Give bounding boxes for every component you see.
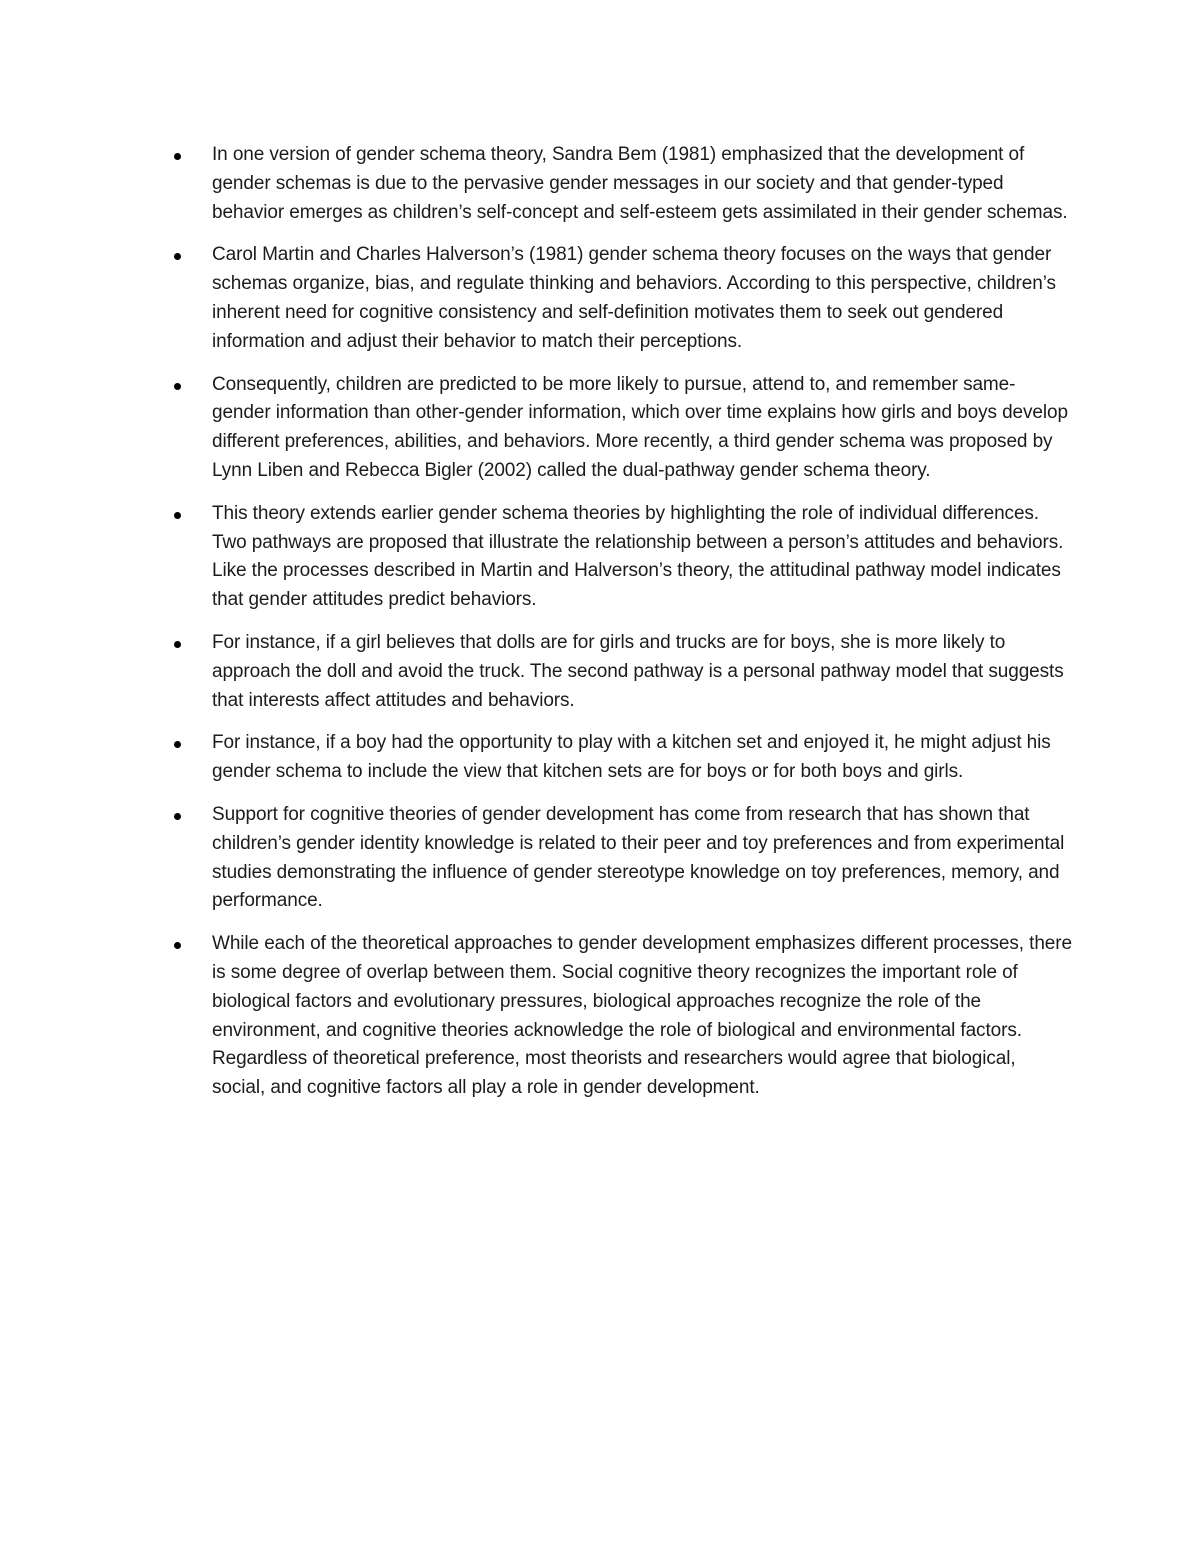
bullet-point-icon: [174, 813, 181, 820]
bullet-text: Consequently, children are predicted to be more likely to pursue, attend to, and remember same-gender information than other-gender information, which over time explains how girls and boys develop different preferences, abilities, and behaviors. More recently, a third gender schema was proposed by Lynn Liben and Rebecca Bigler (2002) called the dual-pathway gender schema theory.: [212, 373, 1068, 481]
bullet-point-icon: [174, 253, 181, 260]
bullet-list: [212, 141, 1072, 1117]
bullet-point-icon: [174, 383, 181, 390]
bullet-text: Support for cognitive theories of gender development has come from research that has shown that children’s gender identity knowledge is related to their peer and toy preferences and from experimental studies demonstrating the influence of gender stereotype knowledge on toy preferences, memory, and performance.: [212, 803, 1065, 912]
bullet-item: [212, 500, 1072, 615]
bullet-point-icon: [174, 153, 181, 160]
bullet-point-icon: [174, 741, 181, 748]
bullet-item: [212, 241, 1072, 356]
bullet-point-icon: [174, 512, 181, 519]
bullet-item: [212, 629, 1072, 715]
bullet-text: For instance, if a boy had the opportunity to play with a kitchen set and enjoyed it, he might adjust his gender schema to include the view that kitchen sets are for boys or for both boys and girls.: [212, 732, 1051, 783]
bullet-text: Carol Martin and Charles Halverson’s (1981) gender schema theory focuses on the ways that gender schemas organize, bias, and regulate thinking and behaviors. According to this perspective, children’s inherent need for cognitive consistency and self-definition motivates them to seek out gendered information and adjust their behavior to match their perceptions.: [212, 244, 1056, 352]
bullet-item: [212, 801, 1072, 916]
bullet-item: [212, 729, 1072, 787]
bullet-text: While each of the theoretical approaches to gender development emphasizes different processes, there is some degree of overlap between them. Social cognitive theory recognizes the important role of biological factors and evolutionary pressures, biological approaches recognize the role of the environment, and cognitive theories acknowledge the role of biological and environmental factors. Regardless of theoretical preference, most theorists and researchers would agree that biological, social, and cognitive factors all play a role in gender development.: [212, 933, 1072, 1099]
bullet-text: In one version of gender schema theory, Sandra Bem (1981) emphasized that the development of gender schemas is due to the pervasive gender messages in our society and that gender-typed behavior emerges as children’s self-concept and self-esteem gets assimilated in their gender schemas.: [212, 144, 1068, 223]
bullet-item: [212, 371, 1072, 486]
bullet-text: For instance, if a girl believes that dolls are for girls and trucks are for boys, she is more likely to approach the doll and avoid the truck. The second pathway is a personal pathway model that suggests that interests affect attitudes and behaviors.: [212, 631, 1064, 711]
bullet-point-icon: [174, 942, 181, 949]
bullet-text: This theory extends earlier gender schema theories by highlighting the role of individual differences. Two pathways are proposed that illustrate the relationship between a person’s attitudes and behaviors. Like the processes described in Martin and Halverson’s theory, the attitudinal pathway model indicates that gender attitudes predict behaviors.: [212, 502, 1064, 611]
bullet-item: [212, 930, 1072, 1103]
bullet-point-icon: [174, 641, 181, 648]
bullet-item: [212, 141, 1072, 227]
